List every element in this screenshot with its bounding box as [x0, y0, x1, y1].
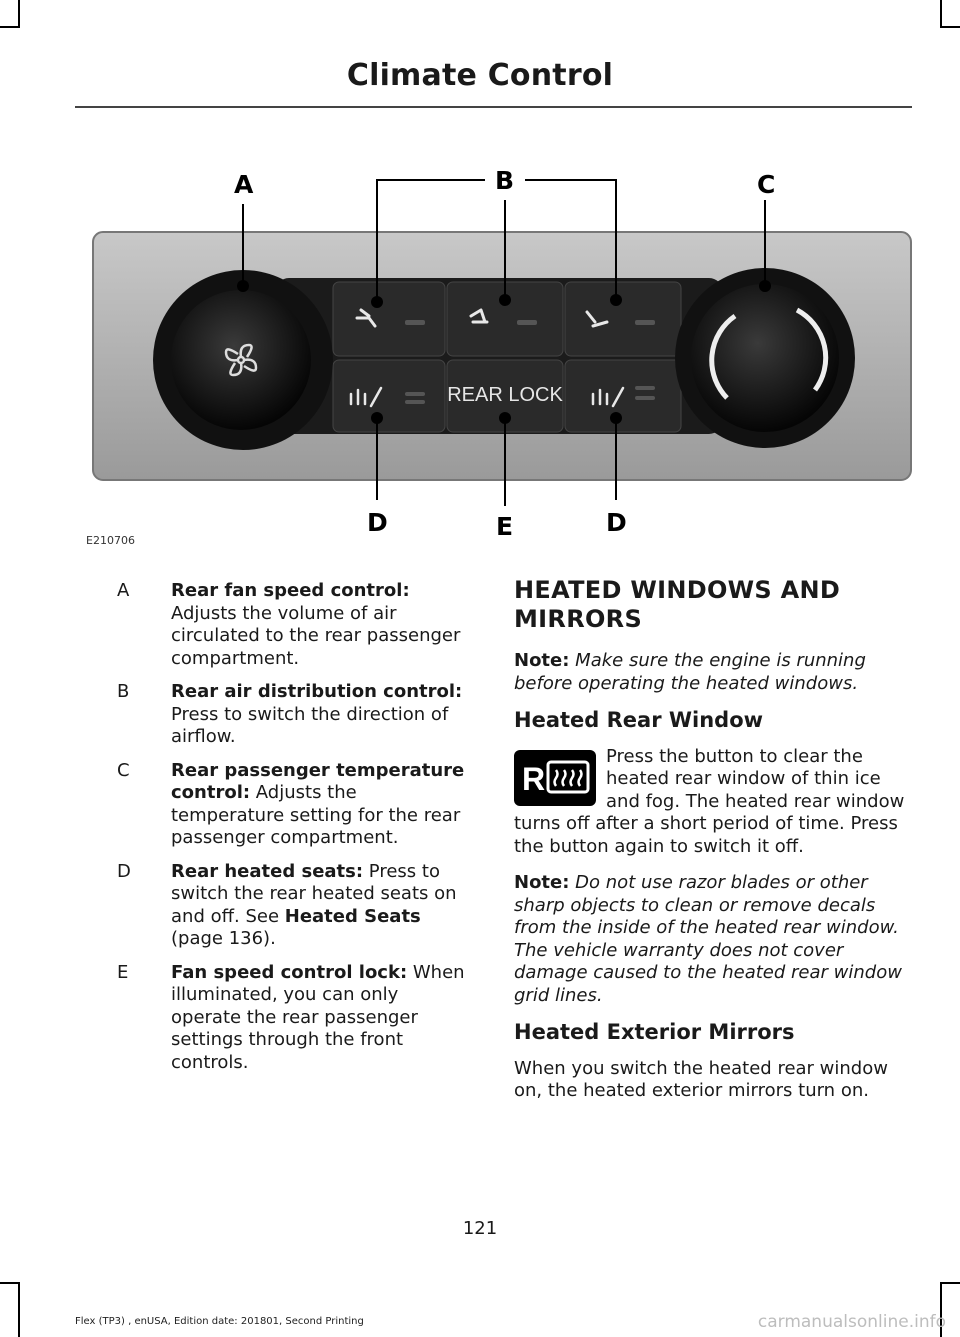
item-letter: D [117, 860, 131, 882]
note-text: Do not use razor blades or other sharp objects to clean or remove decals from the inside of the heated rear window. The vehicle warranty does not cover damage caused to the heated rear window grid lines. [514, 872, 902, 1006]
note-label: Note: [514, 650, 570, 671]
crop-mark [940, 1282, 960, 1284]
rear-window-paragraph [514, 746, 909, 859]
callout-e: E [496, 512, 514, 541]
crop-mark [0, 26, 20, 28]
page-title: Climate Control [346, 58, 614, 93]
note-text: Make sure the engine is running before operating the heated windows. [514, 650, 866, 694]
item-term: Rear passenger temperature control: [171, 759, 465, 803]
callout-b: B [495, 166, 515, 195]
panel-button [333, 282, 445, 356]
figure-id: E210706 [86, 534, 135, 547]
item-letter: E [117, 961, 129, 983]
list-item [117, 681, 472, 749]
callout-d-left: D [367, 508, 388, 537]
note-engine [514, 650, 909, 695]
item-text: Adjusts the volume of air circulated to the rear passenger compartment. [171, 602, 461, 669]
svg-text:R: R [522, 760, 546, 797]
item-term: Rear heated seats: [171, 860, 364, 882]
section-heading: HEATED WINDOWS AND MIRRORS [514, 576, 841, 633]
subheading-rear-window: Heated Rear Window [514, 708, 764, 732]
crop-mark [940, 26, 960, 28]
item-text: Adjusts the temperature setting for the rear passenger compartment. [171, 782, 461, 848]
list-item [117, 962, 472, 1075]
page-number: 121 [462, 1218, 498, 1239]
watermark: carmanualsonline.info [757, 1312, 946, 1332]
item-letter: B [117, 681, 130, 702]
subheading-exterior-mirrors: Heated Exterior Mirrors [514, 1020, 795, 1044]
panel-button [565, 282, 681, 356]
rear-window-text: Press the button to clear the heated rear window of thin ice and fog. The heated rear window turns off after a short period of time. Press the button again to switch it off. [514, 745, 905, 857]
item-text: When illuminated, you can only operate the rear passenger settings through the front controls. [171, 961, 465, 1073]
item-term: Rear air distribution control: [171, 681, 463, 702]
crop-mark [18, 1282, 20, 1337]
item-letter: C [117, 759, 130, 781]
list-item [117, 861, 472, 951]
item-text: Press to switch the direction of airflow. [171, 703, 449, 747]
legend-list [117, 580, 472, 1085]
mirrors-paragraph: When you switch the heated rear window on, the heated exterior mirrors turn on. [514, 1057, 888, 1101]
header-rule [75, 106, 912, 108]
crop-mark [0, 1282, 20, 1284]
panel-button [565, 360, 681, 432]
rear-climate-panel-illustration [75, 150, 915, 560]
cross-reference-link[interactable]: Heated Seats [284, 905, 421, 927]
heated-windows-section [514, 576, 909, 1117]
item-letter: A [117, 580, 130, 601]
rear-defrost-icon [514, 750, 596, 806]
list-item [117, 760, 472, 850]
item-text: Press to switch the rear heated seats on and off. See [171, 860, 457, 927]
note-label: Note: [514, 872, 570, 893]
rear-climate-panel-figure [75, 150, 915, 560]
list-item [117, 580, 472, 670]
callout-c: C [757, 170, 776, 199]
crop-mark [18, 0, 20, 28]
callout-d-right: D [606, 508, 627, 537]
callout-a: A [234, 170, 254, 199]
note-razor [514, 872, 909, 1007]
item-term: Fan speed control lock: [171, 961, 408, 983]
fan-knob [171, 290, 311, 430]
rear-lock-label: REAR LOCK [447, 384, 563, 406]
crop-mark [940, 0, 942, 28]
edition-line: Flex (TP3) , enUSA, Edition date: 201801, Second Printing [75, 1316, 364, 1327]
cross-reference-page: (page 136). [171, 928, 276, 949]
item-term: Rear fan speed control: [171, 580, 410, 601]
